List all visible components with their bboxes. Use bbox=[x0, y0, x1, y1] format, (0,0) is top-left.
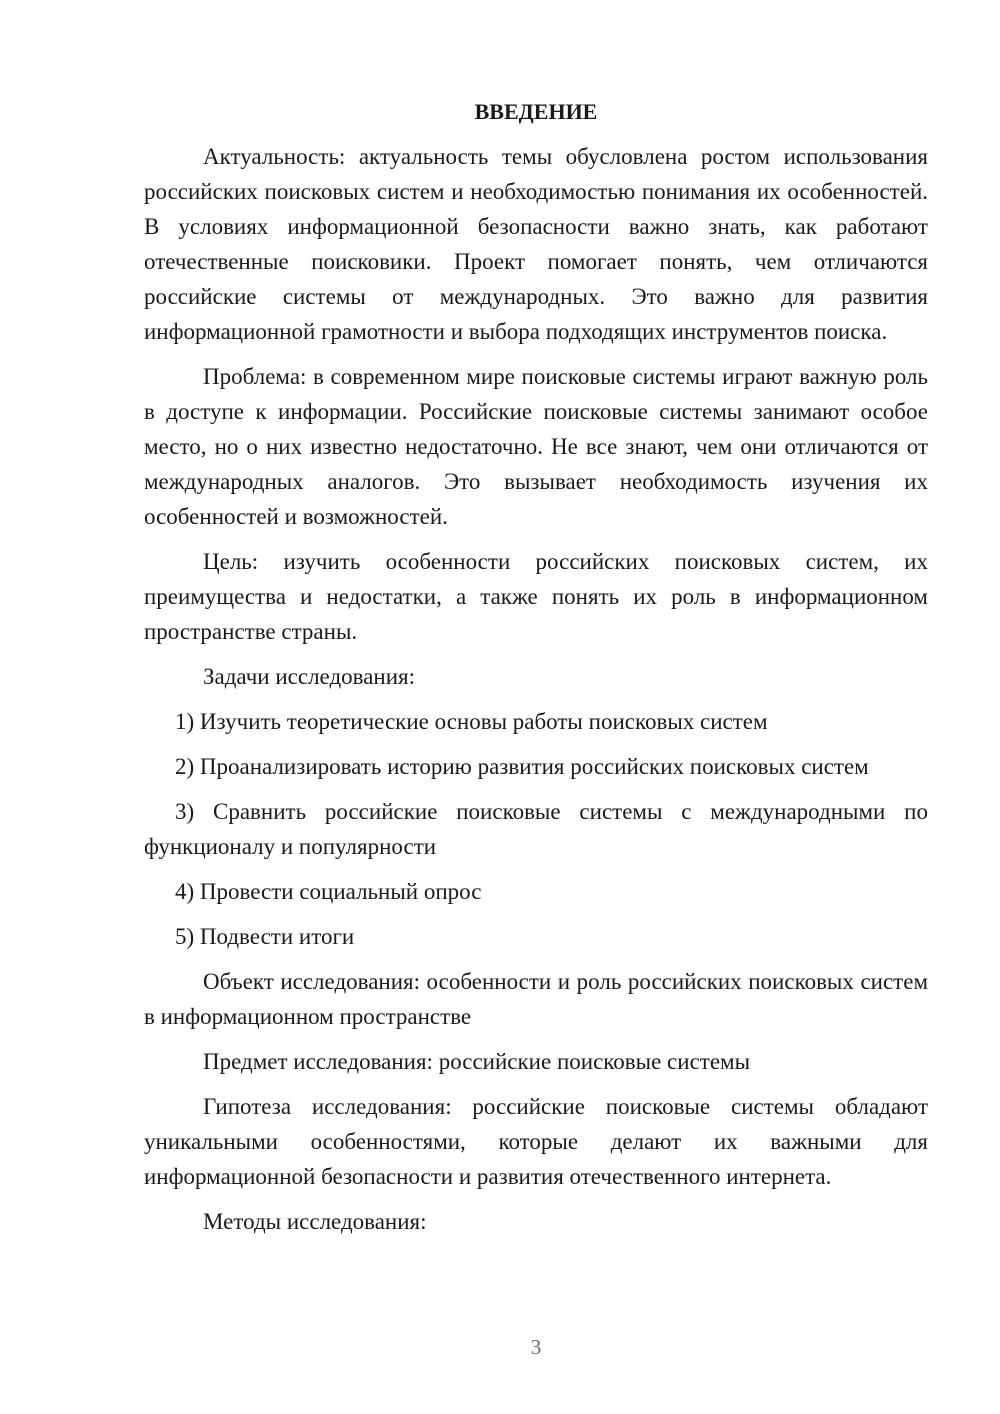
task-item-5: 5) Подвести итоги bbox=[175, 924, 355, 949]
paragraph-tasks-heading: Задачи исследования: bbox=[203, 664, 416, 689]
page-number: 3 bbox=[530, 1335, 542, 1359]
paragraph-subject: Предмет исследования: российские поисковые системы bbox=[203, 1049, 751, 1074]
task-item-1: 1) Изучить теоретические основы работы поисковых систем bbox=[175, 709, 768, 734]
paragraph-relevance: Актуальность: актуальность темы обусловлена ростом использования российских поисковых систем и необходимостью понимания их особенностей. В условиях информационной безопасности важно знать, как работают отечественные поисковики. Проект помогает понять, чем отличаются российские системы от международных. Это важно для развития информационной грамотности и выбора подходящих инструментов поиска. bbox=[144, 144, 928, 344]
paragraph-methods: Методы исследования: bbox=[203, 1209, 427, 1234]
paragraph-goal: Цель: изучить особенности российских поисковых систем, их преимущества и недостатки, а также понять их роль в информационном пространстве страны. bbox=[144, 549, 928, 644]
page-content bbox=[144, 94, 928, 1249]
paragraph-object: Объект исследования: особенности и роль российских поисковых систем в информационном пространстве bbox=[144, 969, 928, 1029]
task-item-4: 4) Провести социальный опрос bbox=[175, 879, 482, 904]
paragraph-hypothesis: Гипотеза исследования: российские поисковые системы обладают уникальными особенностями, которые делают их важными для информационной безопасности и развития отечественного интернета. bbox=[144, 1094, 928, 1189]
task-item-3: 3) Сравнить российские поисковые системы с международными по функционалу и популярности bbox=[144, 799, 928, 859]
section-title: ВВЕДЕНИЕ bbox=[474, 99, 598, 124]
task-item-2: 2) Проанализировать историю развития российских поисковых систем bbox=[175, 754, 869, 779]
paragraph-problem: Проблема: в современном мире поисковые системы играют важную роль в доступе к информации. Российские поисковые системы занимают особое место, но о них известно недостаточно. Не все знают, чем они отличаются от международных аналогов. Это вызывает необходимость изучения их особенностей и возможностей. bbox=[144, 364, 928, 529]
